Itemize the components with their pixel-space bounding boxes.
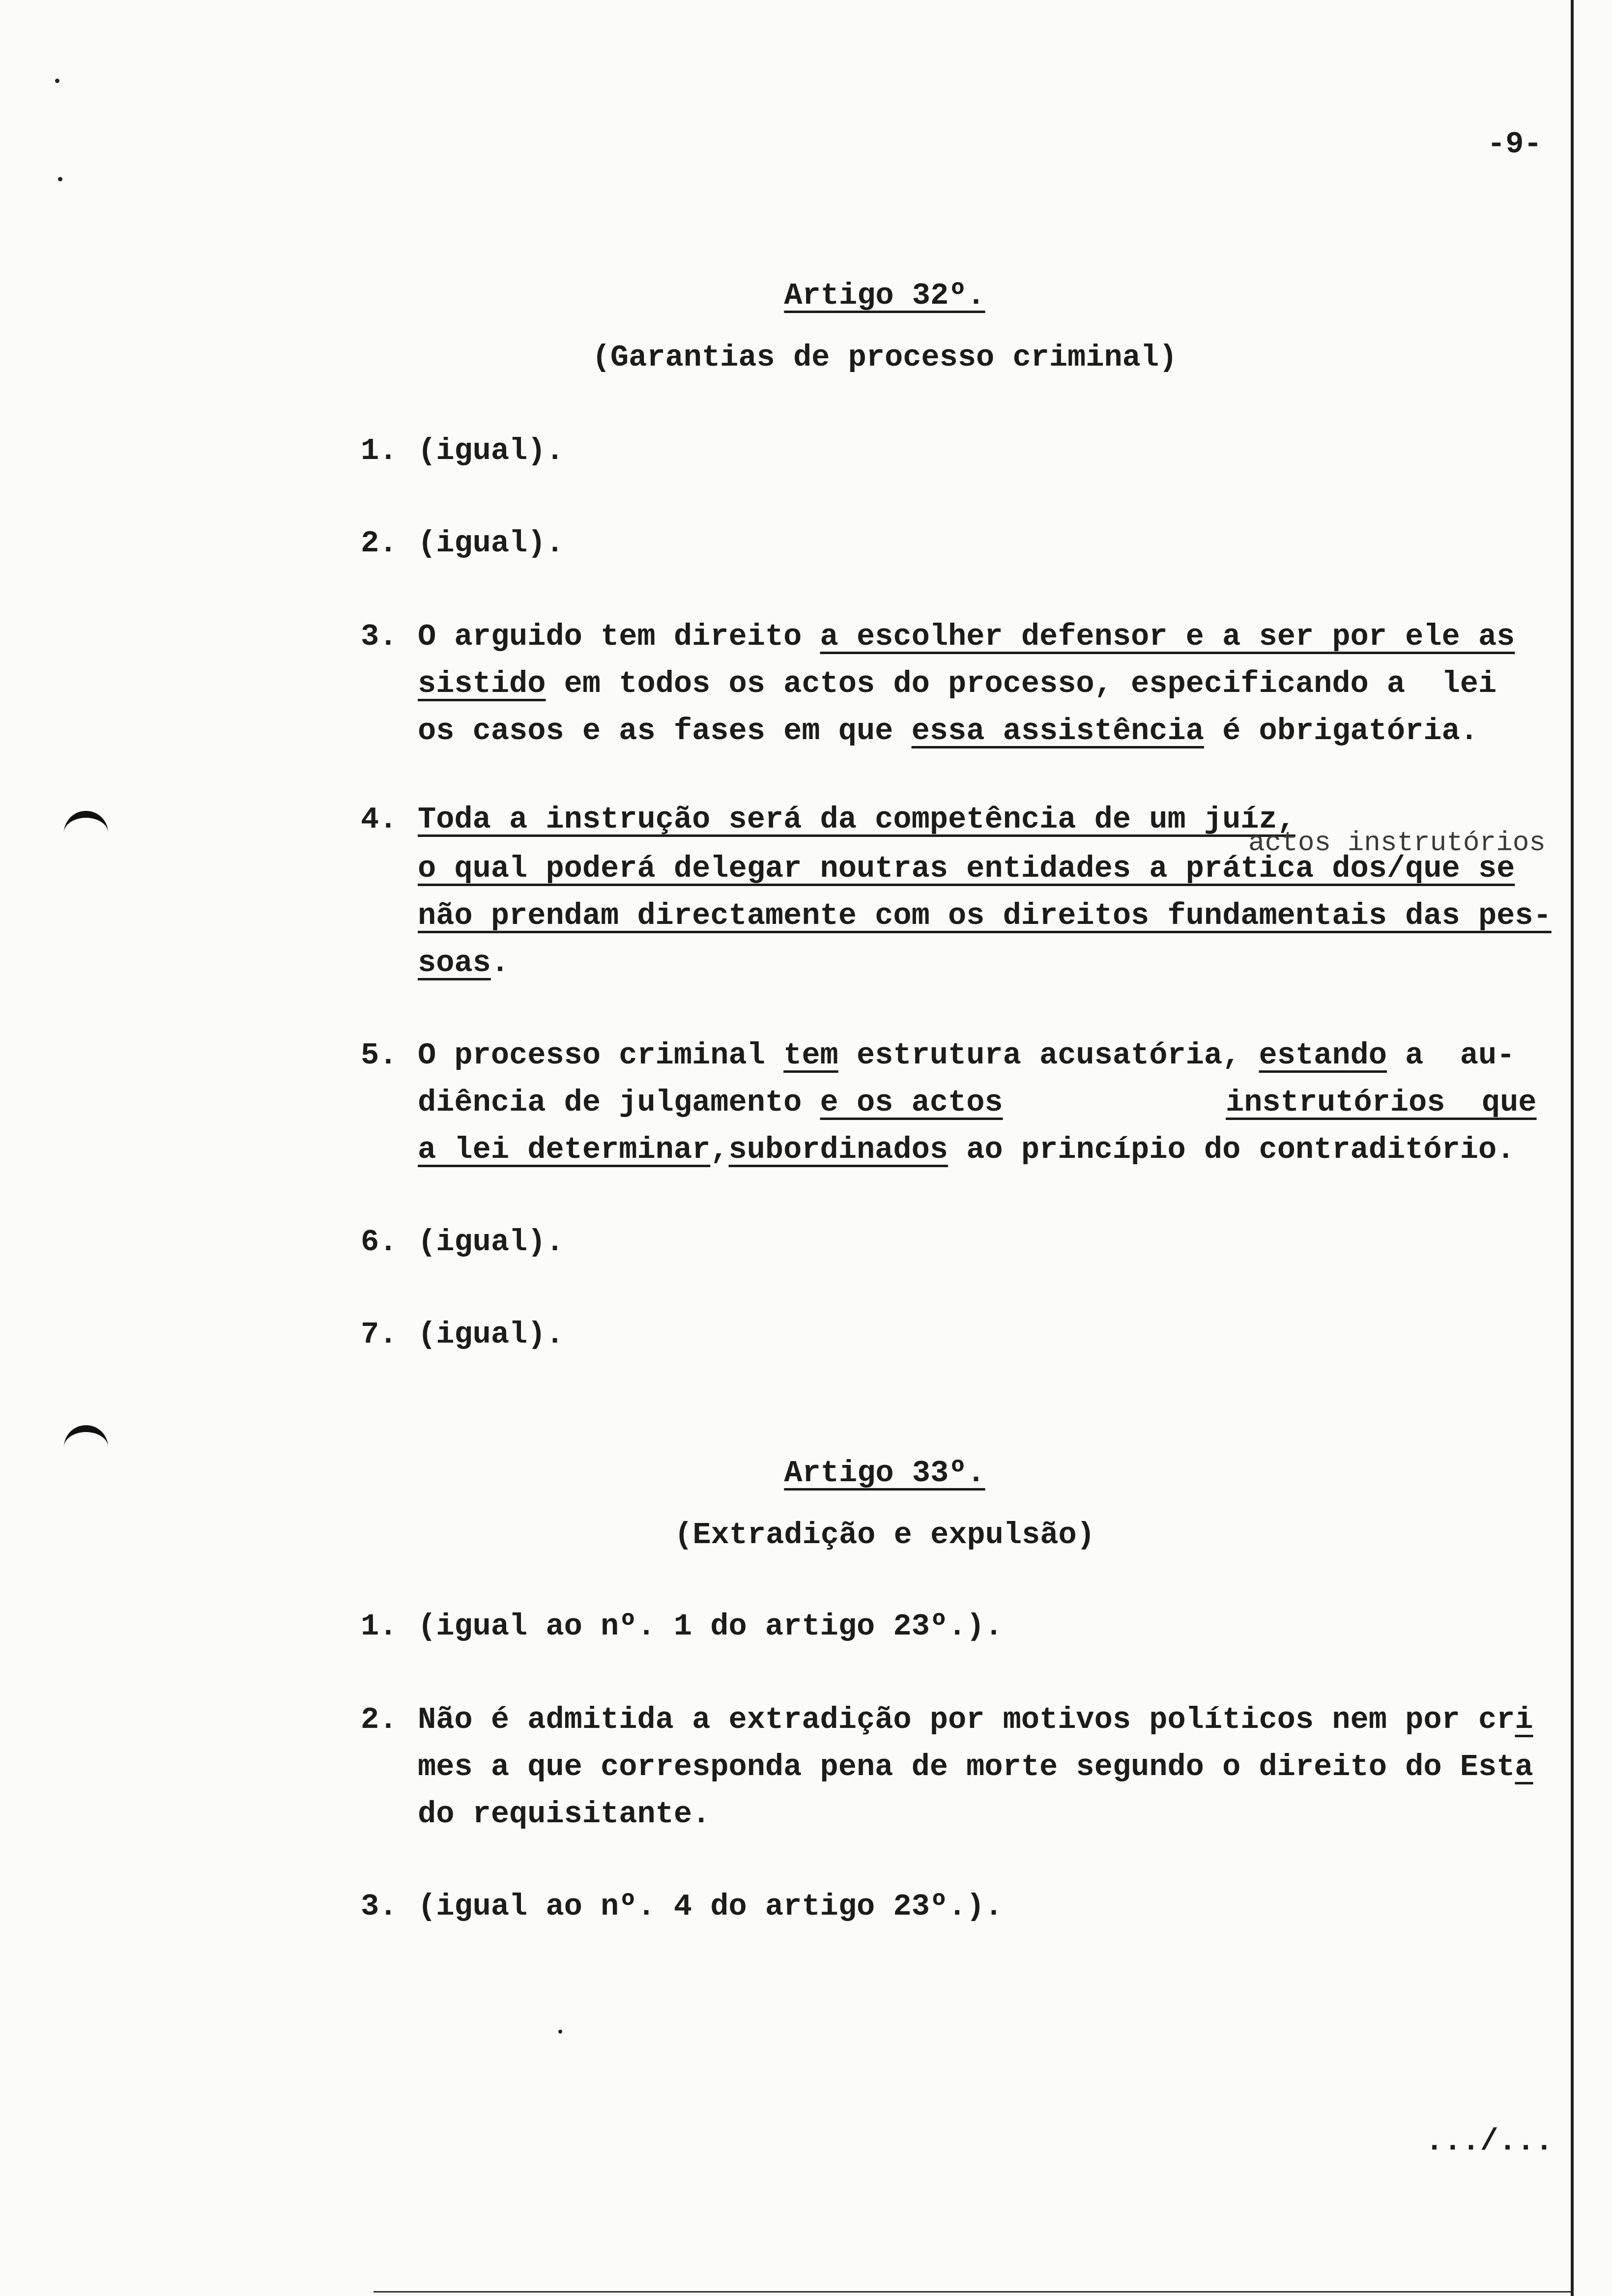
item-line-end: instrutórios que — [1226, 1085, 1537, 1120]
item-line: do requisitante. — [418, 1797, 711, 1832]
item-number: 6. — [361, 1225, 398, 1260]
article-33-heading: Artigo 33º. — [784, 1456, 985, 1491]
item-number: 3. — [361, 1889, 398, 1924]
item-text: (igual ao nº. 1 do artigo 23º.). — [418, 1609, 1003, 1644]
item-line: diência de julgamento e os actos — [418, 1085, 1003, 1120]
item-number: 1. — [361, 433, 398, 468]
item-number: 4. — [361, 802, 398, 837]
item-number: 2. — [361, 1702, 398, 1737]
item-line: não prendam directamente com os direitos fundamentais das pes- — [418, 898, 1552, 933]
item-line: mes a que corresponda pena de morte segundo o direito do Esta — [418, 1750, 1533, 1784]
item-line: sistido em todos os actos do processo, especificando a lei — [418, 666, 1497, 701]
item-line: o qual poderá delegar noutras entidades a prática dos/que se — [418, 851, 1515, 886]
item-text: (igual). — [418, 433, 564, 468]
bottom-margin-rule — [374, 2291, 1571, 2293]
item-number: 3. — [361, 619, 398, 654]
handwritten-insertion: actos instrutórios — [1248, 827, 1546, 859]
item-line: os casos e as fases em que essa assistência é obrigatória. — [418, 714, 1478, 748]
right-margin-rule — [1571, 0, 1574, 2296]
item-text: (igual). — [418, 1317, 564, 1352]
item-line: Não é admitida a extradição por motivos políticos nem por cri — [418, 1702, 1533, 1737]
article-32-subtitle: (Garantias de processo criminal) — [592, 340, 1178, 375]
speck — [558, 2030, 562, 2034]
speck — [55, 79, 59, 83]
article-33-subtitle: (Extradição e expulsão) — [674, 1518, 1095, 1552]
item-line: O processo criminal tem estrutura acusatória, estando a au- — [418, 1038, 1515, 1073]
item-line: soas. — [418, 946, 510, 980]
item-line: Toda a instrução será da competência de um juíz, — [418, 802, 1295, 837]
speck — [58, 177, 62, 181]
item-number: 1. — [361, 1609, 398, 1644]
item-text: (igual). — [418, 1225, 564, 1260]
item-text: (igual ao nº. 4 do artigo 23º.). — [418, 1889, 1003, 1924]
binder-hole-mark — [64, 1425, 108, 1462]
item-number: 5. — [361, 1038, 398, 1073]
article-32-heading: Artigo 32º. — [784, 278, 985, 313]
continuation-mark: .../... — [1425, 2124, 1554, 2159]
item-number: 2. — [361, 526, 398, 561]
item-number: 7. — [361, 1317, 398, 1352]
item-line: a lei determinar,subordinados ao princípio do contraditório. — [418, 1132, 1515, 1167]
item-line: O arguido tem direito a escolher defensor e a ser por ele as — [418, 619, 1515, 654]
item-text: (igual). — [418, 526, 564, 561]
page-number: -9- — [1487, 127, 1542, 162]
binder-hole-mark — [64, 811, 108, 847]
